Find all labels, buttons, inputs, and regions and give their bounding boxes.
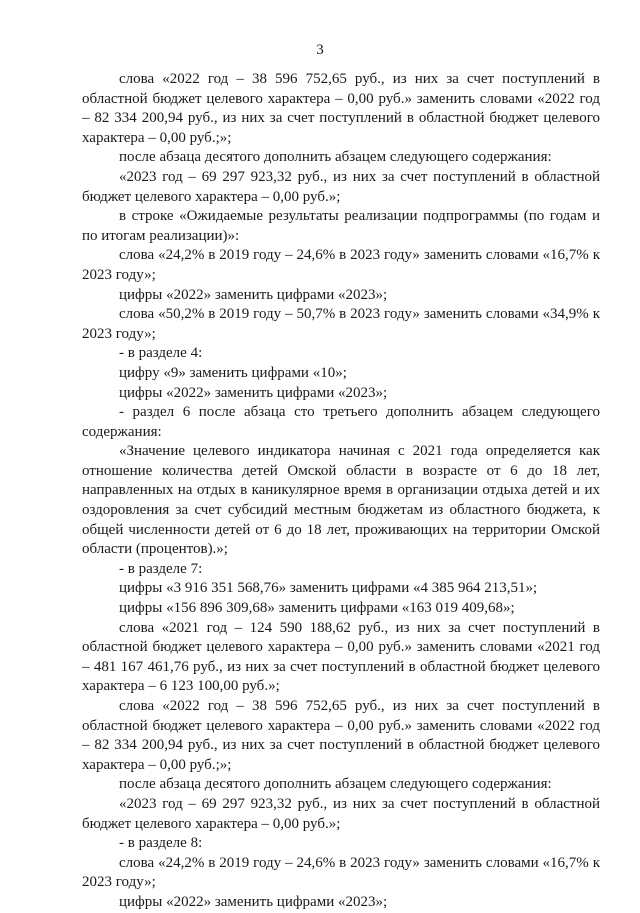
paragraph: - в разделе 4: xyxy=(119,345,203,362)
paragraph: слова «24,2% в 2019 году – 24,6% в 2023 году» заменить словами «16,7% к 2023 году»; xyxy=(82,247,600,283)
document-body xyxy=(82,70,600,913)
paragraph: цифры «156 896 309,68» заменить цифрами «163 019 409,68»; xyxy=(119,600,515,617)
paragraph: после абзаца десятого дополнить абзацем следующего содержания: xyxy=(119,149,552,166)
paragraph: цифры «2022» заменить цифрами «2023»; xyxy=(119,286,388,303)
paragraph: слова «24,2% в 2019 году – 24,6% в 2023 году» заменить словами «16,7% к 2023 году»; xyxy=(82,854,600,891)
paragraph: цифры «2022» заменить цифрами «2023»; xyxy=(119,893,388,910)
paragraph: слова «50,2% в 2019 году – 50,7% в 2023 году» заменить словами «34,9% к 2023 году»; xyxy=(82,306,600,342)
paragraph: цифры «2022» заменить цифрами «2023»; xyxy=(119,384,388,401)
paragraph: после абзаца десятого дополнить абзацем следующего содержания: xyxy=(119,776,552,793)
paragraph: цифры «3 916 351 568,76» заменить цифрами «4 385 964 213,51»; xyxy=(119,580,538,597)
paragraph: слова «2021 год – 124 590 188,62 руб., из них за счет поступлений в областной бюджет целевого характера – 0,00 руб.» заменить словами «2021 год – 481 167 461,76 руб., из них за счет поступлений в областной бюджет целевого характера – 6 123 100,00 руб.»; xyxy=(82,619,600,695)
paragraph: «2023 год – 69 297 923,32 руб., из них за счет поступлений в областной бюджет целевого характера – 0,00 руб.»; xyxy=(82,168,600,205)
paragraph: - раздел 6 после абзаца сто третьего дополнить абзацем следующего содержания: xyxy=(82,404,600,440)
paragraph: - в разделе 8: xyxy=(119,835,203,852)
paragraph: - в разделе 7: xyxy=(119,560,203,577)
paragraph: слова «2022 год – 38 596 752,65 руб., из них за счет поступлений в областной бюджет целевого характера – 0,00 руб.» заменить словами «2022 год – 82 334 200,94 руб., из них за счет поступлений в областной бюджет целевого характера – 0,00 руб.;»; xyxy=(82,698,600,773)
paragraph: «2023 год – 69 297 923,32 руб., из них за счет поступлений в областной бюджет целевого характера – 0,00 руб.»; xyxy=(82,795,600,832)
paragraph: «Значение целевого индикатора начиная с 2021 года определяется как отношение количества детей Омской области в возрасте от 6 до 18 лет, направленных на отдых в каникулярное время в организации отдыха детей и их оздоровления за счет субсидий местным бюджетам из областного бюджета, к общей численности детей от 6 до 18 лет, проживающих на территории Омской области (процентов).»; xyxy=(82,443,600,558)
paragraph: цифру «9» заменить цифрами «10»; xyxy=(119,364,347,381)
paragraph: слова «2022 год – 38 596 752,65 руб., из них за счет поступлений в областной бюджет целевого характера – 0,00 руб.» заменить словами «2022 год – 82 334 200,94 руб., из них за счет поступлений в областной бюджет целевого характера – 0,00 руб.;»; xyxy=(82,71,600,146)
paragraph: в строке «Ожидаемые результаты реализации подпрограммы (по годам и по итогам реализации)»: xyxy=(82,208,600,244)
page-number: 3 xyxy=(316,42,324,58)
